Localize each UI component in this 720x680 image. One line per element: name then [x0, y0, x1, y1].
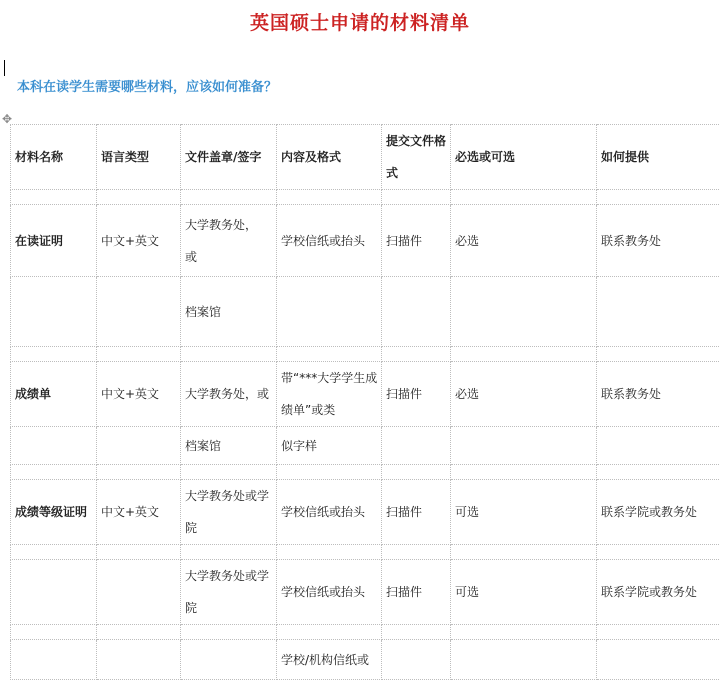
row-stamp-line-2: 院 — [185, 592, 272, 624]
row-language: 中文+英文 — [97, 362, 181, 427]
row-stamp — [181, 560, 277, 625]
materials-table — [10, 124, 720, 680]
row-content: 学校信纸或抬头 — [277, 205, 382, 277]
header-provide: 如何提供 — [597, 125, 720, 190]
table-row — [11, 480, 720, 545]
row-stamp — [181, 480, 277, 545]
header-required: 必选或可选 — [451, 125, 597, 190]
header-material-name: 材料名称 — [11, 125, 97, 190]
row-format: 扫描件 — [382, 205, 451, 277]
row-content: 学校信纸或抬头 — [277, 480, 382, 545]
row-content-line-3: 似字样 — [277, 427, 382, 465]
row-stamp-line-4: 档案馆 — [181, 277, 277, 347]
header-format-line-1: 提交文件格 — [386, 125, 446, 157]
table-row — [11, 205, 720, 277]
row-language: 中文+英文 — [97, 480, 181, 545]
table-move-handle-icon[interactable]: ✥ — [0, 112, 14, 126]
header-content: 内容及格式 — [277, 125, 382, 190]
row-stamp-line-2: 或 — [185, 241, 272, 273]
row-material-name: 在读证明 — [11, 205, 97, 277]
table-header-row — [11, 125, 720, 190]
row-content-line-2: 绩单”或类 — [281, 394, 377, 426]
row-content: 学校/机构信纸或 — [277, 640, 382, 680]
row-format: 扫描件 — [382, 480, 451, 545]
row-required: 可选 — [451, 560, 597, 625]
table-row-continuation — [11, 427, 720, 465]
row-stamp: 大学教务处，或 — [181, 362, 277, 427]
row-required: 必选 — [451, 362, 597, 427]
header-language: 语言类型 — [97, 125, 181, 190]
section-subtitle: 本科在读学生需要哪些材料，应该如何准备？ — [17, 76, 277, 95]
row-content: 学校信纸或抬头 — [277, 560, 382, 625]
row-language: 中文+英文 — [97, 205, 181, 277]
spacer-row — [11, 190, 720, 205]
row-content-line-1: 带“***大学学生成 — [281, 362, 377, 394]
page-title: 英国硕士申请的材料清单 — [0, 8, 720, 35]
row-provide: 联系学院或教务处 — [597, 480, 720, 545]
row-format: 扫描件 — [382, 362, 451, 427]
row-provide: 联系教务处 — [597, 362, 720, 427]
spacer-row — [11, 465, 720, 480]
row-content — [277, 362, 382, 427]
table-row — [11, 640, 720, 680]
row-language — [97, 560, 181, 625]
row-required: 可选 — [451, 480, 597, 545]
table-row — [11, 362, 720, 427]
text-cursor — [4, 60, 5, 76]
row-material-name — [11, 560, 97, 625]
row-stamp-line-1: 大学教务处或学 — [185, 480, 272, 512]
row-stamp-line-1: 大学教务处或学 — [185, 560, 272, 592]
row-provide: 联系学院或教务处 — [597, 560, 720, 625]
row-stamp-line-2: 档案馆 — [181, 427, 277, 465]
row-stamp — [181, 205, 277, 277]
table-row-continuation — [11, 277, 720, 347]
header-format-line-2: 式 — [386, 157, 446, 189]
row-required: 必选 — [451, 205, 597, 277]
row-stamp-line-2: 院 — [185, 512, 272, 544]
spacer-row — [11, 625, 720, 640]
row-material-name: 成绩等级证明 — [11, 480, 97, 545]
table-row — [11, 560, 720, 625]
spacer-row — [11, 545, 720, 560]
row-provide: 联系教务处 — [597, 205, 720, 277]
row-material-name: 成绩单 — [11, 362, 97, 427]
header-stamp: 文件盖章/签字 — [181, 125, 277, 190]
row-stamp-line-1: 大学教务处， — [185, 209, 272, 241]
spacer-row — [11, 347, 720, 362]
header-format — [382, 125, 451, 190]
row-format: 扫描件 — [382, 560, 451, 625]
